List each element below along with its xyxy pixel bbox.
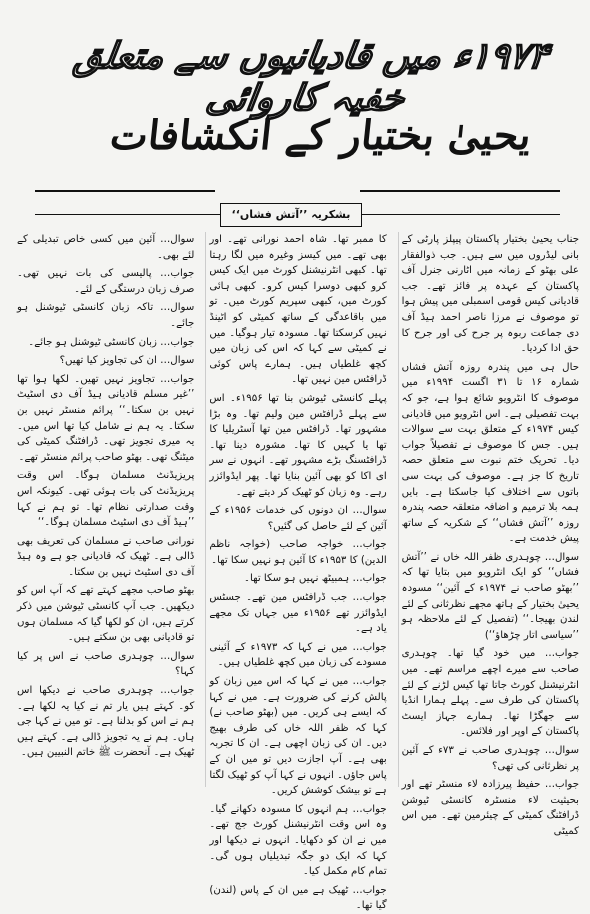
article-paragraph: پہلے کانسٹی ٹیوشن بنا تھا ۱۹۵۶ء۔ اس سے پہلے ڈرافٹس مین ولیم تھا۔ وہ بڑا مشہور تھا۔ ڈرافٹس مین تھا آسٹریلیا کا تھا یا کہیں کا تھا۔ مشورہ دینا تھا۔ ڈرافٹسنگ بڑے مشہور تھے۔ انہوں نے سر ای اکا کو بھی آئین بنایا تھا۔ پھر ایڈوائزر رہے۔ وہ زبان کو ٹھیک کر دیتے تھے۔ [209,392,387,498]
article-paragraph: جواب… زبان کانسٹی ٹیوشنل ہو جائے۔ [28,336,195,348]
article-paragraph: جواب… میں نے کہا کہ اس میں زبان کو پالش کرنے کی ضرورت ہے۔ میں نے کہا کہ ایسے ہی کریں۔ میں (بھٹو صاحب نے) کہا کہ ظفر اللہ خاں کی طرف بھیج دیں۔ ان کی زبان اچھی ہے۔ ان کا تجربہ بھی ہے۔ آپ اجازت دیں تو میں ان کے پاس جاؤں۔ انہوں نے کہا آپ کو ٹھیک لگتا ہے تو بیشک کوشش کریں۔ [209,676,387,797]
article-column-right [398,232,582,837]
article-paragraph: حال ہی میں پندرہ روزہ آتش فشاں شمارہ ۱۶ تا ۳۱ اگست ۱۹۹۴ء میں موصوف کا انٹرویو شائع ہوا ہے، جو کہ بہت تفصیلی ہے۔ اس انٹرویو میں قادیانی کیس ۱۹۷۴ء کے متعلق بہت سے سوالات ہیں۔ جس کا موصوف نے تفصیلاً جواب دیا۔ تحریک ختم نبوت سے متعلق حصہ تاریخ کا جز ہے۔ موصوف کی بہت سی باتوں سے اختلاف کیا جاسکتا ہے۔ بایں ہمہ بلا ترمیم و اضافہ متعلقہ حصہ پندرہ روزہ ’’آتش فشاں‘‘ کے شکریہ کے ساتھ پیش خدمت ہے۔ [401,361,579,545]
article-paragraph: جواب… چوہدری صاحب نے دیکھا اس کو۔ کہتے ہیں یار تم نے کیا یہ لکھا ہے۔ ہم نے اس کو بدلنا ہے۔ تو میں نے کہا جی ہاں۔ ہم نے یہ تجویز ڈالی ہے۔ کہتے ہیں ٹھیک ہے۔ آنحضرت ﷺ خاتم النبیین ہیں۔ [17,685,195,759]
article-paragraph: پریزیڈنٹ مسلمان ہوگا۔ اس وقت پریزیڈنٹ کی بات ہوئی تھی۔ کیونکہ اس وقت صدارتی نظام تھا۔ تو ہم نے کہا ’’ہیڈ آف دی اسٹیٹ مسلمان ہوگا۔‘‘ [17,470,195,529]
article-paragraph: جواب… میں نے کہا کہ ۱۹۷۳ء کے آئینی مسودے کی زبان میں کچھ غلطیاں ہیں۔ [209,641,387,669]
article-paragraph: نورانی صاحب نے مسلمان کی تعریف بھی ڈالی ہے۔ ٹھیک کہ قادیانی جو ہے وہ ہیڈ آف دی اسٹیٹ نہیں بن سکتا۔ [17,535,195,578]
article-paragraph: جواب… ہم انہوں کا مسودہ دکھانے گیا۔ وہ اس وقت انٹرنیشنل کورٹ جج تھے۔ میں نے ان کو دکھایا۔ انہوں نے دیکھا اور کہا کہ ایک دو جگہ تبدیلیاں ہوں گی۔ تمام کام مکمل کیا۔ [209,803,387,878]
article-paragraph: جواب… حفیظ پیرزادہ لاء منسٹر تھے اور بحیثیت لاء منسٹرہ کانسٹی ٹیوشن ڈرافٹنگ کمیٹی کے چیئرمین تھے۔ میں اس کمیٹی [401,779,579,837]
article-column-left [14,232,197,787]
divider-left [35,190,215,192]
article-paragraph: سوال… چوہدری ظفر اللہ خاں نے ’’آتش فشاں‘‘ کو ایک انٹرویو میں بتایا تھا کہ ’’بھٹو صاحب نے ۱۹۷۴ء کے آئین‘‘ مسودہ یحییٰ بختیار کے ہاتھ مجھے نظرثانی کے لئے لندن بھیجا۔‘‘ (تفصیل کے لئے ملاحظہ ہو ’’سیاسی اتار چڑھاؤ‘‘) [401,551,579,641]
article-paragraph: جواب… پالیسی کی بات نہیں تھی۔ صرف زبان درستگی کے لئے۔ [17,268,195,295]
article-paragraph: جواب… ہمبیٹھ نہیں ہو سکا تھا۔ [244,573,387,585]
article-paragraph: کا ممبر تھا۔ شاہ احمد نورانی تھے۔ اور بھی تھے۔ میں کیسز وغیرہ میں لگا رہتا تھا۔ کبھی انٹرنیشنل کورٹ میں ایک کیس کرو کبھی دوسرا کیس کرو۔ کبھی ہائی کورٹ میں، کبھی سپریم کورٹ میں۔ تو میں باقاعدگی کے ساتھ کمیٹی کو اٹینڈ نہیں کرسکتا تھا۔ مسودہ تیار ہوگیا۔ میں نے کمیٹی سے کہا کہ اس کی زبان میں کچھ غلطیاں ہیں۔ ہمارے پاس کوئی ڈرافٹس مین نہیں تھا۔ [209,234,387,386]
headline: ۱۹۷۴ء میں قادیانیوں سے متعلق خفیہ کاروائی [71,35,551,119]
article-paragraph: جواب… جب ڈرافٹس مین تھے۔ جسٹس ایڈوائزر تھے ۱۹۵۶ء میں جہاں تک مجھے یاد ہے۔ [209,592,387,635]
article-paragraph: سوال… ان کی تجاویز کیا تھیں؟ [59,355,195,367]
article-paragraph: سوال… ان دونوں کی خدمات ۱۹۵۶ء کے آئین کے لئے حاصل کی گئیں؟ [209,505,387,532]
subheadline: یحییٰ بختیار کے انکشافات [108,112,534,159]
article-paragraph: سوال… تاکہ زبان کانسٹی ٹیوشنل ہو جائے۔ [17,302,195,329]
article-paragraph: سوال… چوہدری صاحب نے ۷۳ء کے آئین پر نظرثانی کی تھی؟ [401,745,579,772]
article-column-middle [205,232,389,912]
article-paragraph: جواب… تجاویز نہیں تھیں۔ لکھا ہوا تھا ’’غیر مسلم قادیانی ہیڈ آف دی اسٹیٹ نہیں بن سکتا۔‘‘ پرائم منسٹر نہیں بن سکتا۔ یہ ہم نے شامل کیا تھا اس میں۔ یہ میری تجویز تھی۔ ڈرافٹنگ کمیٹی کی میٹنگ تھی۔ بھٹو صاحب پرائم منسٹر تھے۔ [17,373,195,463]
article-paragraph: جواب… ٹھیک ہے میں ان کے پاس (لندن) گیا تھا۔ [209,884,387,912]
article-paragraph: جواب… خواجہ صاحب (خواجہ ناظم الدین) کا ۱۹۵۳ء کا آئین ہو نہیں سکا تھا۔ [209,539,387,566]
article-paragraph: سوال… آئین میں کسی خاص تبدیلی کے لئے بھی۔ [17,234,195,261]
article-paragraph: جناب یحییٰ بختیار پاکستان پیپلز پارٹی کے بانی لیڈروں میں سے ہیں۔ جب ذوالفقار علی بھٹو کے زمانہ میں اٹارنی جنرل آف پاکستان کے عہدہ پر فائز تھے۔ جب قادیانی کیس قومی اسمبلی میں پیش ہوا تو موصوف نے مرزا ناصر احمد ہیڈ آف دی جماعت ربوہ پر جرح کی اور جرح کا حق ادا کردیا۔ [401,234,579,355]
article-paragraph: سوال… چوہدری صاحب نے اس پر کیا کہا؟ [17,650,195,678]
divider-right [360,190,560,192]
article-paragraph: بھٹو صاحب مجھے کہتے تھے کہ آپ اس کو دیکھیں۔ جب آپ کانسٹی ٹیوشن میں ذکر کرتے ہیں، ان کو لکھا گیا کہ مسلمان ہوں تو قادیانی بھی بن سکتے ہیں۔ [17,585,195,644]
byline: بشکریہ ’’آتش فشاں‘‘ [220,203,362,227]
article-paragraph: جواب… میں خود گیا تھا۔ چوہدری صاحب سے میرے اچھے مراسم تھے۔ میں انٹرنیشنل کورٹ جاتا تھا کیس لڑنے کے لئے پاکستان کی طرف سے۔ پہلے ہمارا انڈیا سے جھگڑا تھا۔ ہمارے جہاز ایسٹ پاکستان کے اوپر اور فلائس۔ [401,648,579,738]
article-columns [14,232,582,912]
